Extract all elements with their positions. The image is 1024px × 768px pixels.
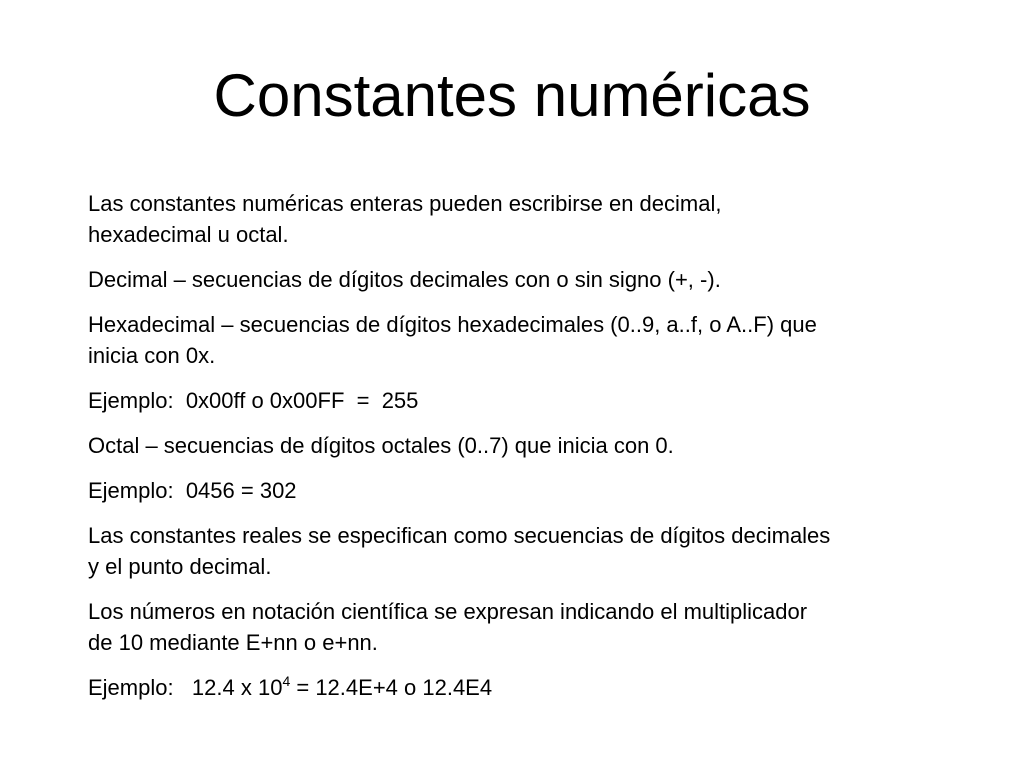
paragraph-octal-example xyxy=(88,475,968,506)
text-line: y el punto decimal. xyxy=(88,554,272,579)
paragraph-scientific-notation xyxy=(88,596,968,658)
text-line: Octal – secuencias de dígitos octales (0..7) que inicia con 0. xyxy=(88,433,674,458)
text-line: inicia con 0x. xyxy=(88,343,216,368)
text-line xyxy=(88,672,968,703)
paragraph-scientific-example xyxy=(88,672,968,703)
paragraph-integer-constants xyxy=(88,188,968,250)
paragraph-decimal xyxy=(88,264,968,295)
text-line: de 10 mediante E+nn o e+nn. xyxy=(88,630,378,655)
paragraph-hexadecimal xyxy=(88,309,968,371)
paragraph-real-constants xyxy=(88,520,968,582)
text-line: Decimal – secuencias de dígitos decimales con o sin signo (+, -). xyxy=(88,267,721,292)
text-line: Ejemplo: 0456 = 302 xyxy=(88,478,297,503)
text-line: Las constantes numéricas enteras pueden escribirse en decimal, xyxy=(88,191,722,216)
text-line: Ejemplo: 0x00ff o 0x00FF = 255 xyxy=(88,388,419,413)
text-line: Hexadecimal – secuencias de dígitos hexadecimales (0..9, a..f, o A..F) que xyxy=(88,312,817,337)
text-line: hexadecimal u octal. xyxy=(88,222,289,247)
slide-title: Constantes numéricas xyxy=(213,62,811,129)
example-suffix: = 12.4E+4 o 12.4E4 xyxy=(290,675,493,700)
slide-body xyxy=(88,188,968,717)
example-prefix: Ejemplo: 12.4 x 10 xyxy=(88,675,283,700)
paragraph-hex-example xyxy=(88,385,968,416)
text-line: Los números en notación científica se expresan indicando el multiplicador xyxy=(88,599,808,624)
paragraph-octal xyxy=(88,430,968,461)
text-line: Las constantes reales se especifican como secuencias de dígitos decimales xyxy=(88,523,831,548)
exponent: 4 xyxy=(282,673,291,689)
